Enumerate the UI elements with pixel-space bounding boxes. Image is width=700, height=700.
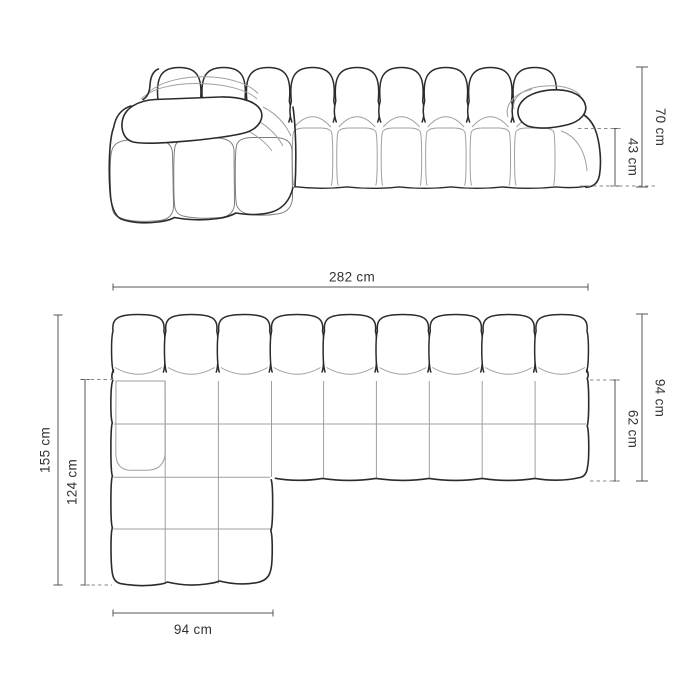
dim-line-62 [611, 380, 620, 481]
dim-line-94-right [636, 314, 648, 481]
sofa-top-view [111, 315, 589, 586]
plan-armrest [116, 381, 165, 470]
dim-label-depth-total: 155 cm [37, 426, 53, 474]
dim-label-chaise-length: 124 cm [64, 458, 80, 506]
dim-line-282 [113, 284, 588, 291]
dim-line-94-bottom [113, 610, 273, 617]
plan-backrest-bubbles [112, 315, 589, 373]
dim-line-43 [611, 129, 620, 187]
front-left-arm-pillow [122, 97, 262, 143]
plan-bottom-and-right-outline [276, 370, 589, 481]
dim-label-seat-depth: 62 cm [625, 409, 641, 449]
dim-label-front-height: 70 cm [653, 107, 668, 147]
dim-label-seat-height: 43 cm [625, 137, 641, 177]
plan-seams [114, 381, 587, 584]
dim-line-124 [81, 380, 90, 586]
sofa-front-view [109, 68, 600, 223]
front-seat-cushions [292, 117, 555, 186]
front-right-arm-pillow [518, 90, 586, 128]
front-bottom-edge [295, 186, 586, 188]
dim-line-155 [54, 315, 63, 585]
dim-label-depth-body: 94 cm [652, 378, 668, 418]
dim-label-chaise-width: 94 cm [173, 622, 213, 637]
front-chaise-bubbles [110, 138, 292, 222]
dim-label-width: 282 cm [328, 269, 376, 285]
